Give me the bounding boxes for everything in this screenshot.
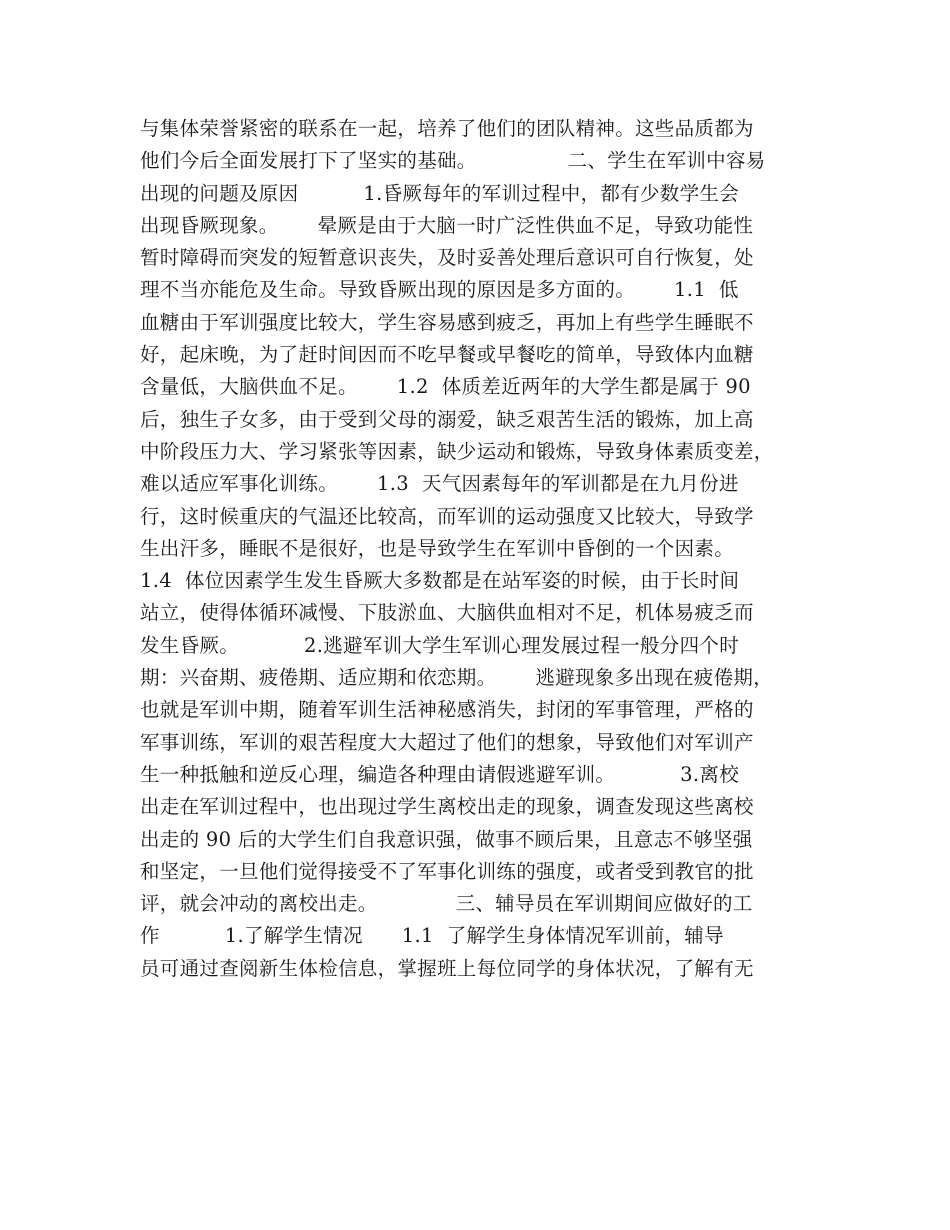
text-line: 出现的问题及原因 1.昏厥每年的军训过程中，都有少数学生会 xyxy=(140,181,739,205)
text-line: 与集体荣誉紧密的联系在一起，培养了他们的团队精神。这些品质都为 xyxy=(140,117,754,140)
text-line: 生出汗多，睡眠不是很好，也是导致学生在军训中昏倒的一个因素。 xyxy=(140,536,735,560)
text-line: 1.4 体位因素学生发生昏厥大多数都是在站军姿的时候，由于长时间 xyxy=(140,569,740,593)
text-line: 理不当亦能危及生命。导致昏厥出现的原因是多方面的。 1.1 低 xyxy=(140,278,739,302)
text-line: 血糖由于军训强度比较大，学生容易感到疲乏，再加上有些学生睡眠不 xyxy=(140,310,754,334)
text-line: 行，这时候重庆的气温还比较高，而军训的运动强度又比较大，导致学 xyxy=(140,504,754,528)
text-line: 后，独生子女多，由于受到父母的溺爱，缺乏艰苦生活的锻炼，加上高 xyxy=(140,407,754,431)
text-line: 暂时障碍而突发的短暂意识丧失，及时妥善处理后意识可自行恢复，处 xyxy=(140,246,754,270)
text-line: 评，就会冲动的离校出走。 三、辅导员在军训期间应做好的工 xyxy=(140,892,753,916)
body-text xyxy=(140,113,820,985)
text-line: 出走在军训过程中，也出现过学生离校出走的现象，调查发现这些离校 xyxy=(140,795,754,819)
text-line: 含量低，大脑供血不足。 1.2 体质差近两年的大学生都是属于 90 xyxy=(140,375,751,399)
text-line: 作 1.了解学生情况 1.1 了解学生身体情况军训前，辅导 xyxy=(140,924,724,948)
text-line: 发生昏厥。 2.逃避军训大学生军训心理发展过程一般分四个时 xyxy=(140,633,739,657)
text-line: 好，起床晚，为了赶时间因而不吃早餐或早餐吃的简单，导致体内血糖 xyxy=(140,343,754,367)
text-line: 中阶段压力大、学习紧张等因素，缺少运动和锻炼，导致身体素质变差， xyxy=(140,439,774,463)
text-line: 生一种抵触和逆反心理，编造各种理由请假逃避军训。 3.离校 xyxy=(140,762,739,786)
text-line: 难以适应军事化训练。 1.3 天气因素每年的军训都是在九月份进 xyxy=(140,472,739,496)
text-line: 他们今后全面发展打下了坚实的基础。 二、学生在军训中容易 xyxy=(140,149,766,173)
text-line: 军事训练，军训的艰苦程度大大超过了他们的想象，导致他们对军训产 xyxy=(140,730,754,754)
text-line: 也就是军训中期，随着军训生活神秘感消失，封闭的军事管理，严格的 xyxy=(140,698,754,722)
text-line: 站立，使得体循环减慢、下肢淤血、大脑供血相对不足，机体易疲乏而 xyxy=(140,601,754,625)
text-line: 员可通过查阅新生体检信息，掌握班上每位同学的身体状况，了解有无 xyxy=(140,956,754,980)
text-line: 和坚定，一旦他们觉得接受不了军事化训练的强度，或者受到教官的批 xyxy=(140,859,754,883)
text-line: 出走的 90 后的大学生们自我意识强，做事不顾后果，且意志不够坚强 xyxy=(140,827,753,851)
text-line: 期：兴奋期、疲倦期、适应期和依恋期。 逃避现象多出现在疲倦期， xyxy=(140,666,773,690)
text-line: 出现昏厥现象。 晕厥是由于大脑一时广泛性供血不足，导致功能性 xyxy=(140,213,754,237)
